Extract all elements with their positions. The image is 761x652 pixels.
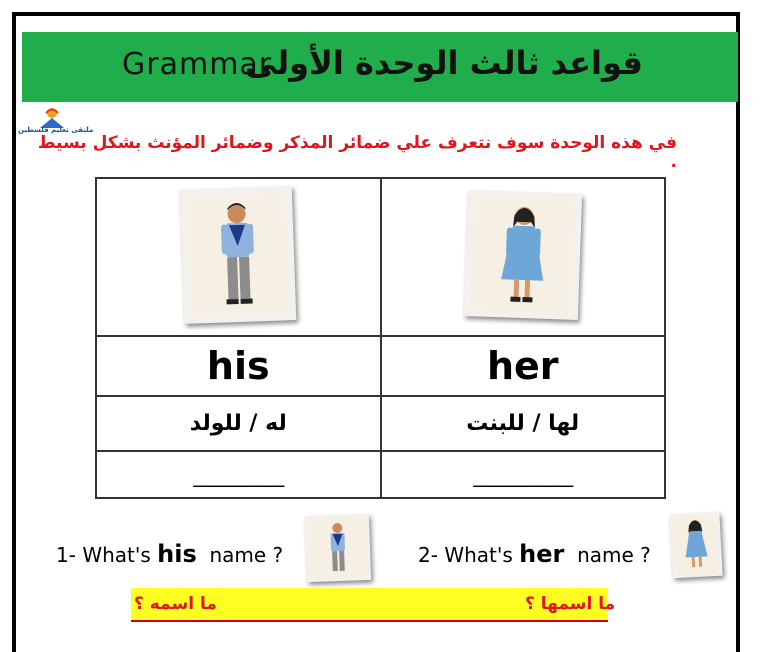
question-1-after: name ? [209, 543, 284, 567]
his-cell [96, 336, 381, 396]
small-boy-icon [305, 514, 371, 582]
her-meaning-cell [381, 396, 666, 451]
question-2-pronoun: her [519, 540, 565, 568]
question-2-girl-picture [669, 512, 722, 579]
logo-caption: ملتقى تعليم فلسطين [18, 126, 94, 134]
pronoun-her: her [486, 344, 559, 388]
her-meaning: لها / للبنت [466, 411, 580, 436]
question-1-number: 1- [56, 543, 76, 567]
boy-picture-cell [96, 178, 381, 336]
his-meaning-cell [96, 396, 381, 451]
her-blank-line[interactable]: ___________ [473, 462, 573, 487]
pronoun-his: his [206, 344, 270, 388]
boy-picture [180, 186, 297, 324]
his-blank-cell [96, 451, 381, 498]
question-2-before: What's [444, 543, 513, 567]
answer-hint-2: ما اسمها ؟ [525, 594, 616, 614]
answer-hint-1: ما اسمه ؟ [134, 594, 217, 614]
question-1-before: What's [82, 543, 151, 567]
small-girl-icon [669, 512, 722, 579]
question-2-number: 2- [418, 543, 438, 567]
english-title: Grammar [122, 47, 273, 82]
his-meaning: له / للولد [189, 411, 287, 436]
girl-picture [464, 190, 582, 320]
his-blank-line[interactable]: __________ [193, 462, 284, 487]
her-blank-cell [381, 451, 666, 498]
pronoun-table [95, 177, 666, 499]
arabic-title: قواعد ثالث الوحدة الأولى [244, 44, 643, 82]
girl-figure-icon [464, 190, 582, 320]
her-cell [381, 336, 666, 396]
question-1 [56, 540, 283, 568]
question-2 [418, 540, 651, 568]
intro-text: في هذه الوحدة سوف نتعرف علي ضمائر المذكر وضمائر المؤنث بشكل بسيط . [37, 133, 677, 172]
boy-figure-icon [180, 186, 297, 324]
question-2-after: name ? [577, 543, 651, 567]
question-1-pronoun: his [157, 540, 197, 568]
question-1-boy-picture [305, 514, 371, 582]
girl-picture-cell [381, 178, 666, 336]
